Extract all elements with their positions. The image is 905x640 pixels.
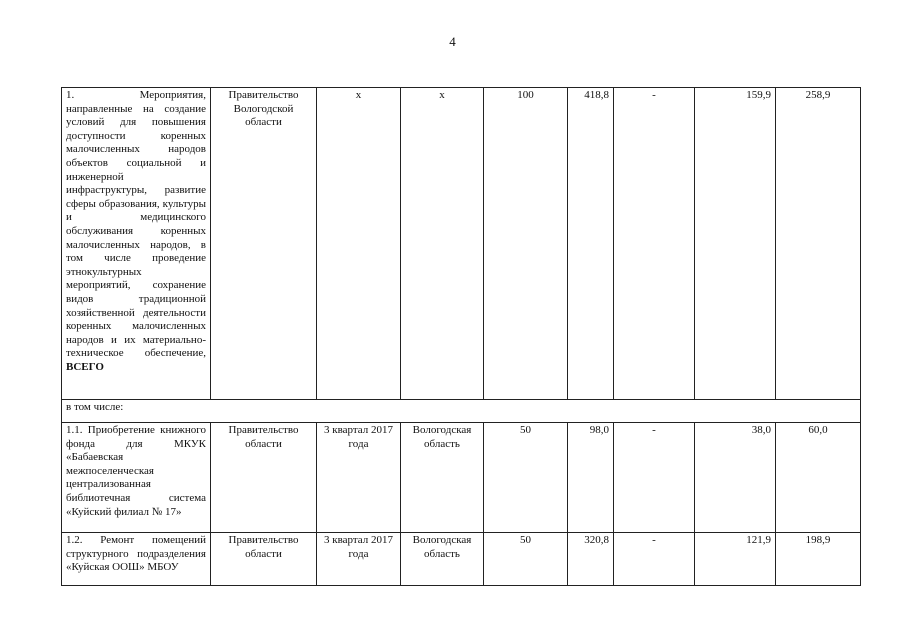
description-text: 1. Мероприятия, направленные на создание условий для повышения доступности коренных малочисленных народов объектов социальной и инженерной инфраструктуры, развитие сферы образования, культуры и медицинского обслуживания коренных малочисленных народов, в том числе проведение этнокультурных мероприятий, сохранение видов традиционной хозяйственной деятельности коренных малочисленных народов и их материально-техническое обеспечение, — [66, 89, 206, 360]
value-cell: 38,0 — [695, 423, 776, 533]
area-cell: Вологодская область — [401, 533, 484, 586]
value-cell: 50 — [484, 423, 568, 533]
executor-cell: Правительство Вологодской области — [211, 88, 317, 400]
area-cell: х — [401, 88, 484, 400]
value-cell: 100 — [484, 88, 568, 400]
value-cell: 258,9 — [776, 88, 861, 400]
table-row — [62, 533, 861, 586]
value-cell: 320,8 — [568, 533, 614, 586]
value-cell: 159,9 — [695, 88, 776, 400]
measure-description: 1.1. Приобретение книжного фонда для МКУК «Бабаевская межпоселенческая централизованная библиотечная система «Куйский филиал № 17» — [62, 423, 211, 533]
table-row-total — [62, 88, 861, 400]
value-cell: 50 — [484, 533, 568, 586]
value-cell: 98,0 — [568, 423, 614, 533]
table-row-subheader — [62, 400, 861, 423]
value-cell: - — [614, 533, 695, 586]
value-cell: - — [614, 88, 695, 400]
page-number: 4 — [449, 34, 456, 49]
period-cell: 3 квартал 2017 года — [317, 533, 401, 586]
executor-cell: Правительство области — [211, 533, 317, 586]
program-table — [61, 87, 861, 586]
value-cell: - — [614, 423, 695, 533]
executor-cell: Правительство области — [211, 423, 317, 533]
value-cell: 198,9 — [776, 533, 861, 586]
period-cell: 3 квартал 2017 года — [317, 423, 401, 533]
period-cell: х — [317, 88, 401, 400]
value-cell: 60,0 — [776, 423, 861, 533]
area-cell: Вологодская область — [401, 423, 484, 533]
measure-description — [62, 88, 211, 400]
total-label: ВСЕГО — [66, 360, 104, 373]
value-cell: 418,8 — [568, 88, 614, 400]
measure-description: 1.2. Ремонт помещений структурного подразделения «Куйская ООШ» МБОУ — [62, 533, 211, 586]
value-cell: 121,9 — [695, 533, 776, 586]
table-row — [62, 423, 861, 533]
including-label: в том числе: — [62, 400, 861, 423]
